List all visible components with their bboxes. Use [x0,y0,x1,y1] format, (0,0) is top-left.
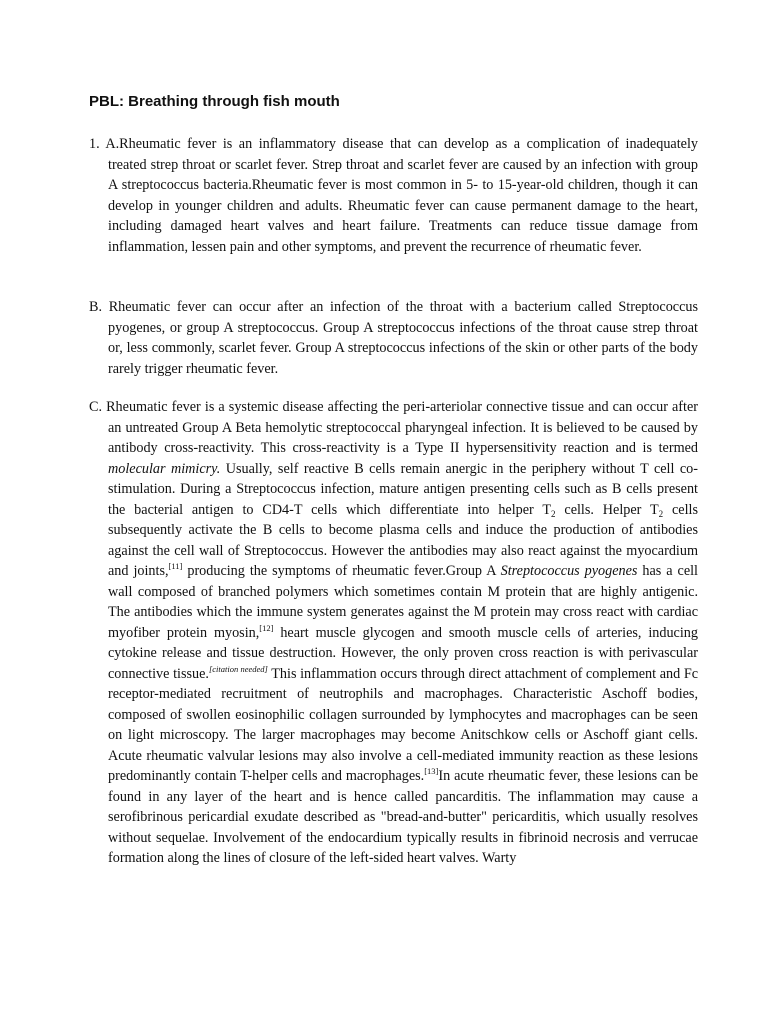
text-run: Usually, self reactive B cells remain anergic in the periphery without T cell co-stimulation. During a Streptococcus infection, mature antigen presenting cells such as B cells present the bacterial antigen to CD4-T cells which differentiate into helper T [108,460,698,518]
citation-ref: [13] [424,766,439,776]
page-title: PBL: Breathing through fish mouth [89,93,340,110]
citation-needed [209,664,268,674]
italic-term: Streptococcus pyogenes [500,563,638,579]
subscript: 2 [551,508,556,519]
italic-term: molecular mimicry. [108,460,221,477]
text-run: producing the symptoms of rheumatic fever.Group A [182,563,501,579]
paragraph-b: B. Rheumatic fever can occur after an infection of the throat with a bacterium called Streptococcus pyogenes, or group A streptococcus. Group A streptococcus infections of the throat cause strep throat or, less commonly, scarlet fever. Group A streptococcus infections of the skin or other parts of the body rarely trigger rheumatic fever. [89,299,698,377]
citation-ref: [12] [259,622,274,633]
text-run: C. Rheumatic fever is a systemic disease affecting the peri-arteriolar connective tissue and can occur after an untreated Group A Beta hemolytic streptococcal pharyngeal infection. It is believed to be caused by antibody cross-reactivity. This cross-reactivity is a Type II hypersensitivity reaction and is termed [89,399,698,456]
text-run: heart muscle glycogen and smooth muscle cells of arteries, inducing cytokine release and tissue destruction. However, the only proven cross reaction is with perivascular connective tissue. [108,624,698,682]
subscript: 2 [658,508,664,519]
citation-needed-text: [citation needed] [208,663,268,674]
text-run: cells subsequently activate the B cells to become plasma cells and induce the production of antibodies against the cell wall of Streptococcus. However the antibodies may also react against the myocardium and joints, [108,501,699,579]
text-run: In acute rheumatic fever, these lesions can be found in any layer of the heart and is hence called pancarditis. The inflammation may cause a serofibrinous pericardial exudate described as "bread-and-butter" pericarditis, which usually resolves without sequelae. Involvement of the endocardium typically results in fibrinoid necrosis and verrucae formation along the lines of closure of the left-sided heart valves. Warty [108,768,698,866]
citation-ref: [11] [168,561,183,571]
paragraph-1a: 1. A.Rheumatic fever is an inflammatory disease that can develop as a complication of inadequately treated strep throat or scarlet fever. Strep throat and scarlet fever are caused by an infection with group A streptococcus bacteria.Rheumatic fever is most common in 5- to 15-year-old children, though it can develop in younger children and adults. Rheumatic fever can cause permanent damage to the heart, including damaged heart valves and heart failure. Treatments can reduce tissue damage from inflammation, lessen pain and other symptoms, and prevent the recurrence of rheumatic fever. [89,136,698,255]
text-run: This inflammation occurs through direct attachment of complement and Fc receptor-mediated recruitment of neutrophils and macrophages. Characteristic Aschoff bodies, composed of swollen eosinophilic collagen surrounded by lymphocytes and macrophages can be seen on light microscopy. The larger macrophages may become Anitschkow cells or Aschoff giant cells. Acute rheumatic valvular lesions may also involve a cell-mediated immunity reaction as these lesions predominantly contain T-helper cells and macrophages. [108,665,699,784]
text-run: has a cell wall composed of branched polymers which sometimes contain M protein that are highly antigenic. The antibodies which the immune system generates against the M protein may cross react with cardiac myofiber protein myosin, [108,563,698,641]
paragraph-c [89,397,698,869]
text-run: cells. Helper T [555,501,659,518]
